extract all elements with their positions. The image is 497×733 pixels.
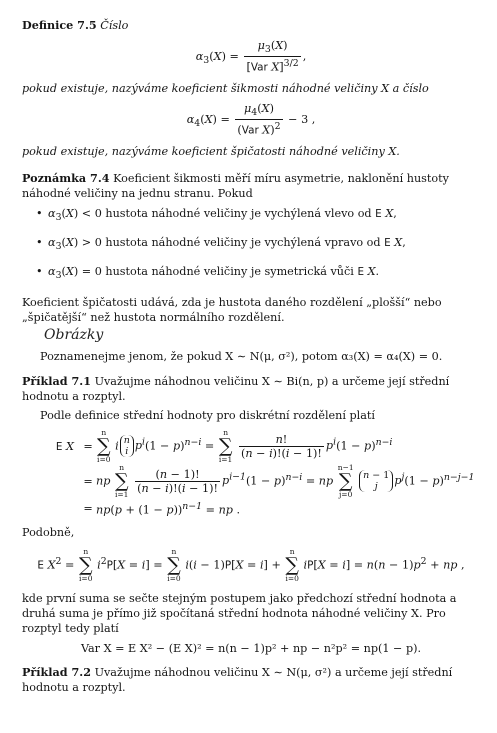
definition-label: Definice 7.5 — [22, 18, 97, 32]
normal-note: Poznamenejme jenom, že pokud X ∼ N(μ, σ²), potom α₃(X) = α₄(X) = 0. — [40, 349, 443, 363]
bullet-item: • $\alpha_3(X) < 0$ hustota náhodné veličiny je vychýlená vlevo od E X, — [36, 207, 480, 225]
similarly-text: Podobně, — [22, 525, 75, 539]
example-label: Příklad 7.2 — [22, 664, 91, 679]
skewness-formula: $\alpha_3(X)$ = $\frac{\mu_3(X)}{[Var X]^{3/2}}$ , — [195, 39, 307, 74]
remark-text: Koeficient šikmosti měří míru asymetrie, naklonění hustoty náhodné veličiny na jednu stranu. Pokud — [22, 171, 449, 200]
explain-text: kde první suma se sečte stejným postupem jako předchozí střední hodnota a druhá suma je přímo již spočítaná střední hodnota náhodné veličiny X. Pro rozptyl tedy platí — [22, 591, 457, 635]
definition-title: Číslo — [100, 19, 129, 32]
derivation-row: E X = n ∑ i=0 i n i $p^i(1 - p)^{n-i}$ = n ∑ i=1 $\frac{n!}{(n - i)!(i - 1)!}$ $p^i(1 - p)^{n-i}$ — [55, 427, 393, 464]
definition-7-5 — [22, 18, 480, 33]
definition-text-2: pokud existuje, nazýváme koeficient špičatosti náhodné veličiny X. — [22, 144, 400, 158]
derivation-row: = $np(p + (1 - p))^{n-1}$ = np . — [83, 500, 241, 517]
definition-text-1: pokud existuje, nazýváme koeficient šikmosti náhodné veličiny X a číslo — [22, 81, 429, 95]
document-page — [22, 18, 480, 695]
second-moment-formula: E $X^2$ = n ∑ i=0 $i^2P[X = i]$ = n ∑ i=0 i(i − 1)P[X = i] + n ∑ i=0 $iP[X = i] = n(n - 1)p^2$ + np , — [37, 546, 465, 583]
remark-7-4 — [22, 171, 480, 201]
variance-formula: Var X = E X² − (E X)² = n(n − 1)p² + np − n²p² = np(1 − p). — [80, 641, 422, 655]
example-text: Uvažujme náhodnou veličinu X ∼ Bi(n, p) a určeme její střední hodnotu a rozptyl. — [22, 374, 450, 403]
example-label: Příklad 7.1 — [22, 373, 91, 388]
bullet-item: • $\alpha_3(X) = 0$ hustota náhodné veličiny je symetrická vůči E X. — [36, 265, 480, 283]
example-7-1 — [22, 374, 480, 404]
example-text: Uvažujme náhodnou veličinu X ∼ N(μ, σ²) a určeme její střední hodnotu a rozptyl. — [22, 665, 453, 694]
example-intro: Podle definice střední hodnoty pro diskrétní rozdělení platí — [40, 408, 375, 422]
section-heading-obrazky: Obrázky — [44, 326, 104, 343]
derivation-row: = np n ∑ i=1 $\frac{(n - 1)!}{(n - i)!(i - 1)!}$ $p^{i-1}(1 - p)^{n-i}$ = np n−1 ∑ j=0 n − 1 j $p^j(1 - p)^{n-j-1}$ — [83, 462, 475, 499]
skewness-bullets — [22, 207, 480, 284]
kurtosis-paragraph: Koeficient špičatosti udává, zda je hustota daného rozdělení „plošší“ nebo „špičatější“ než hustota normálního rozdělení. — [22, 295, 442, 324]
kurtosis-formula: $\alpha_4(X)$ = $\frac{\mu_4(X)}{(Var X)^2}$ − 3 , — [186, 101, 316, 137]
remark-label: Poznámka 7.4 — [22, 170, 110, 185]
bullet-item: • $\alpha_3(X) > 0$ hustota náhodné veličiny je vychýlená vpravo od E X, — [36, 236, 480, 254]
example-7-2 — [22, 665, 480, 695]
expectation-derivation — [22, 429, 480, 519]
